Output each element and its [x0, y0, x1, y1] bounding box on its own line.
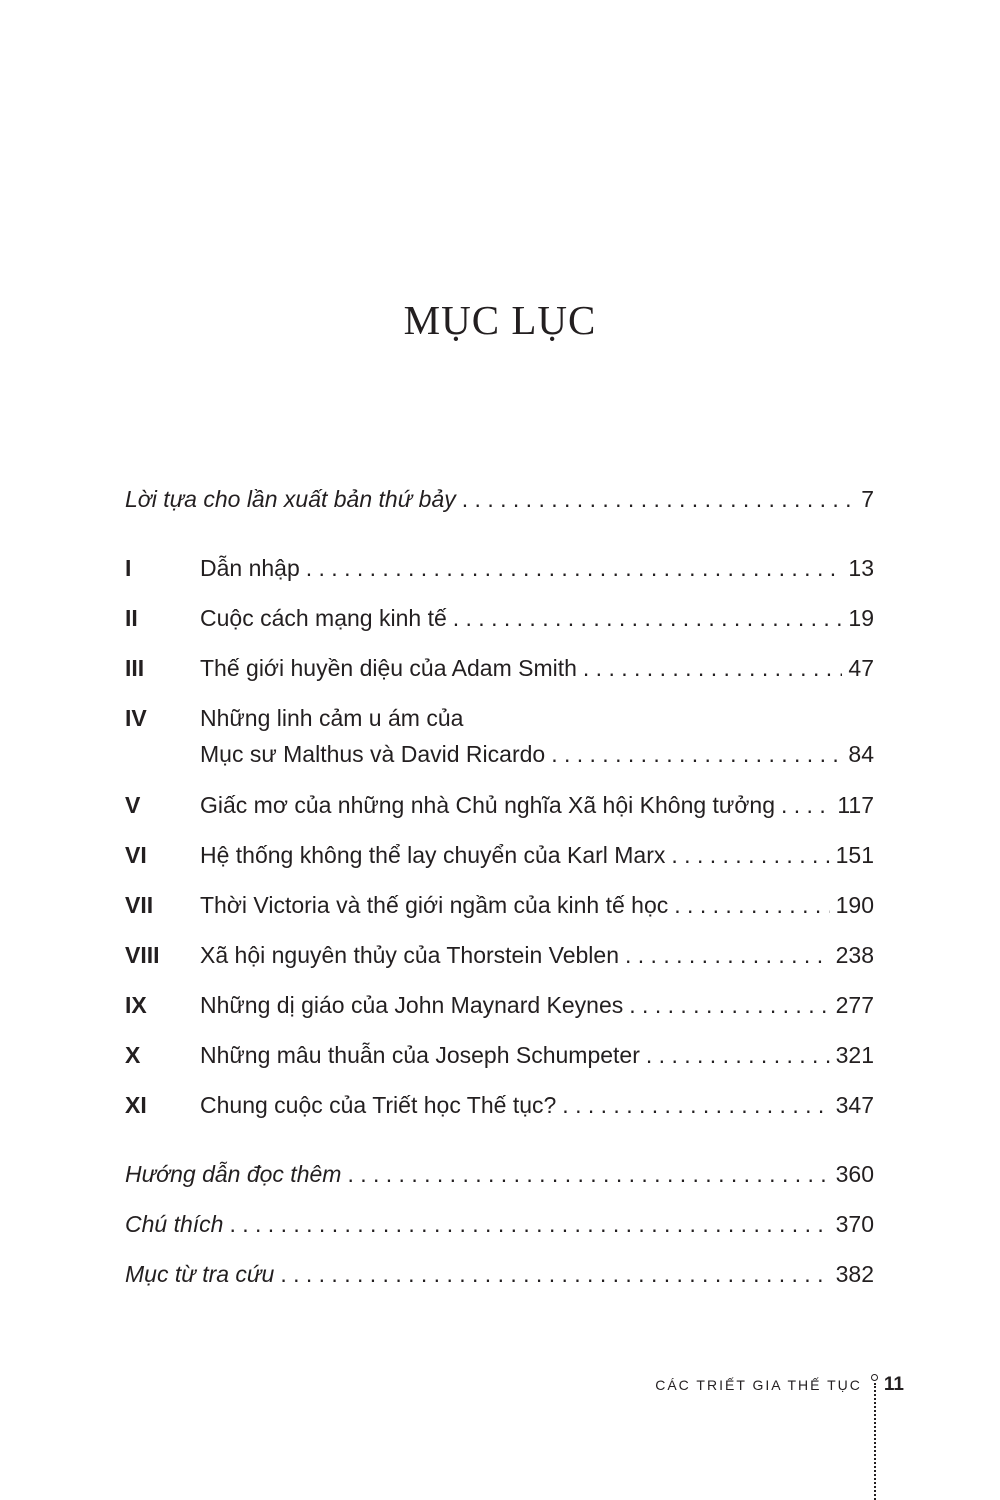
dot-leader [347, 1156, 829, 1192]
toc-entry-body [200, 1087, 874, 1123]
toc-entry-body [125, 1206, 874, 1242]
chapter-number: XI [125, 1092, 147, 1118]
chapter-number: VII [125, 892, 154, 918]
toc-entry-body [200, 550, 874, 586]
toc-chapter-entry[interactable] [125, 1037, 874, 1073]
chapter-number: II [125, 605, 138, 631]
chapter-page: 47 [848, 655, 874, 681]
chapter-page: 19 [848, 605, 874, 631]
toc-entry-page: 7 [861, 486, 874, 512]
chapter-page: 321 [835, 1042, 874, 1068]
toc-chapter-entry[interactable] [125, 700, 874, 772]
running-book-title: CÁC TRIẾT GIA THẾ TỤC [655, 1377, 862, 1393]
dot-leader [671, 837, 829, 873]
toc-entry-body [200, 987, 874, 1023]
chapter-number: V [125, 792, 141, 818]
toc-entry-page: 382 [835, 1261, 874, 1287]
toc-entry-page: 370 [835, 1211, 874, 1237]
toc-entry-body [200, 600, 874, 636]
toc-entry-further-reading[interactable] [125, 1156, 874, 1192]
chapter-title: Xã hội nguyên thủy của Thorstein Veblen [200, 942, 619, 968]
toc-entry-label: Lời tựa cho lần xuất bản thứ bảy [125, 486, 456, 512]
dot-leader [306, 550, 843, 586]
toc-entry-body [200, 700, 874, 772]
toc-entry-body [200, 1037, 874, 1073]
ring-ornament-icon [871, 1374, 878, 1381]
dot-leader [674, 887, 829, 923]
chapter-page: 347 [835, 1092, 874, 1118]
chapter-number: IX [125, 992, 147, 1018]
toc-entry-preface[interactable] [125, 481, 874, 517]
toc-chapter-entry[interactable] [125, 887, 874, 923]
chapter-title-line-1: Những linh cảm u ám của [200, 705, 464, 731]
chapter-title: Những mâu thuẫn của Joseph Schumpeter [200, 1042, 640, 1068]
chapter-title: Dẫn nhập [200, 555, 300, 581]
toc-entry-body [125, 1256, 874, 1292]
dot-leader [583, 650, 843, 686]
toc-entry-body [125, 481, 874, 517]
dot-leader [562, 1087, 829, 1123]
chapter-page: 151 [835, 842, 874, 868]
toc-entry-page: 360 [835, 1161, 874, 1187]
toc-chapter-entry[interactable] [125, 600, 874, 636]
toc-entry-body [200, 650, 874, 686]
chapter-title: Cuộc cách mạng kinh tế [200, 605, 447, 631]
dot-leader [453, 600, 843, 636]
dot-leader [646, 1037, 830, 1073]
footer-dotted-rule [874, 1374, 876, 1500]
chapter-page: 84 [848, 741, 874, 767]
page-footer [655, 1374, 904, 1396]
chapter-title-lines [200, 700, 545, 772]
toc-chapter-entry[interactable] [125, 550, 874, 586]
chapter-number: X [125, 1042, 141, 1068]
dot-leader [629, 987, 829, 1023]
toc-entry-body [200, 937, 874, 973]
dot-leader [229, 1206, 829, 1242]
chapter-page: 277 [835, 992, 874, 1018]
chapter-number: VIII [125, 942, 160, 968]
chapter-title: Chung cuộc của Triết học Thế tục? [200, 1092, 557, 1118]
chapter-title: Những dị giáo của John Maynard Keynes [200, 992, 624, 1018]
chapter-title-line-2: Mục sư Malthus và David Ricardo [200, 741, 546, 767]
dot-leader [625, 937, 830, 973]
toc-chapter-entry[interactable] [125, 650, 874, 686]
chapter-page: 117 [837, 792, 874, 818]
toc-entry-body [200, 787, 874, 823]
chapter-page: 190 [835, 892, 874, 918]
dotted-line [874, 1383, 876, 1500]
toc-chapter-entry[interactable] [125, 937, 874, 973]
chapter-page: 13 [848, 555, 874, 581]
page-title: MỤC LỤC [403, 297, 597, 343]
chapter-title: Thời Victoria và thế giới ngầm của kinh tế học [200, 892, 669, 918]
toc-entry-body [125, 1156, 874, 1192]
toc-chapter-entry[interactable] [125, 787, 874, 823]
dot-leader [781, 787, 831, 823]
toc-entry-label: Chú thích [125, 1211, 224, 1237]
toc-entry-body [200, 837, 874, 873]
chapter-number: III [125, 655, 145, 681]
chapter-page: 238 [835, 942, 874, 968]
page-number: 11 [883, 1374, 904, 1395]
chapter-title: Thế giới huyền diệu của Adam Smith [200, 655, 577, 681]
toc-entry-notes[interactable] [125, 1206, 874, 1242]
chapter-number: VI [125, 842, 147, 868]
toc-chapter-entry[interactable] [125, 987, 874, 1023]
toc-entry-label: Mục từ tra cứu [125, 1261, 275, 1287]
chapter-title: Hệ thống không thể lay chuyển của Karl Marx [200, 842, 666, 868]
dot-leader [280, 1256, 829, 1292]
toc-chapter-entry[interactable] [125, 837, 874, 873]
chapter-number: IV [125, 705, 147, 731]
toc-entry-label: Hướng dẫn đọc thêm [125, 1161, 342, 1187]
toc-entry-index[interactable] [125, 1256, 874, 1292]
toc-entry-body [200, 887, 874, 923]
chapter-number: I [125, 555, 132, 581]
chapter-title: Giấc mơ của những nhà Chủ nghĩa Xã hội Không tưởng [200, 792, 775, 818]
toc-chapter-entry[interactable] [125, 1087, 874, 1123]
dot-leader [462, 481, 855, 517]
dot-leader [551, 736, 842, 772]
